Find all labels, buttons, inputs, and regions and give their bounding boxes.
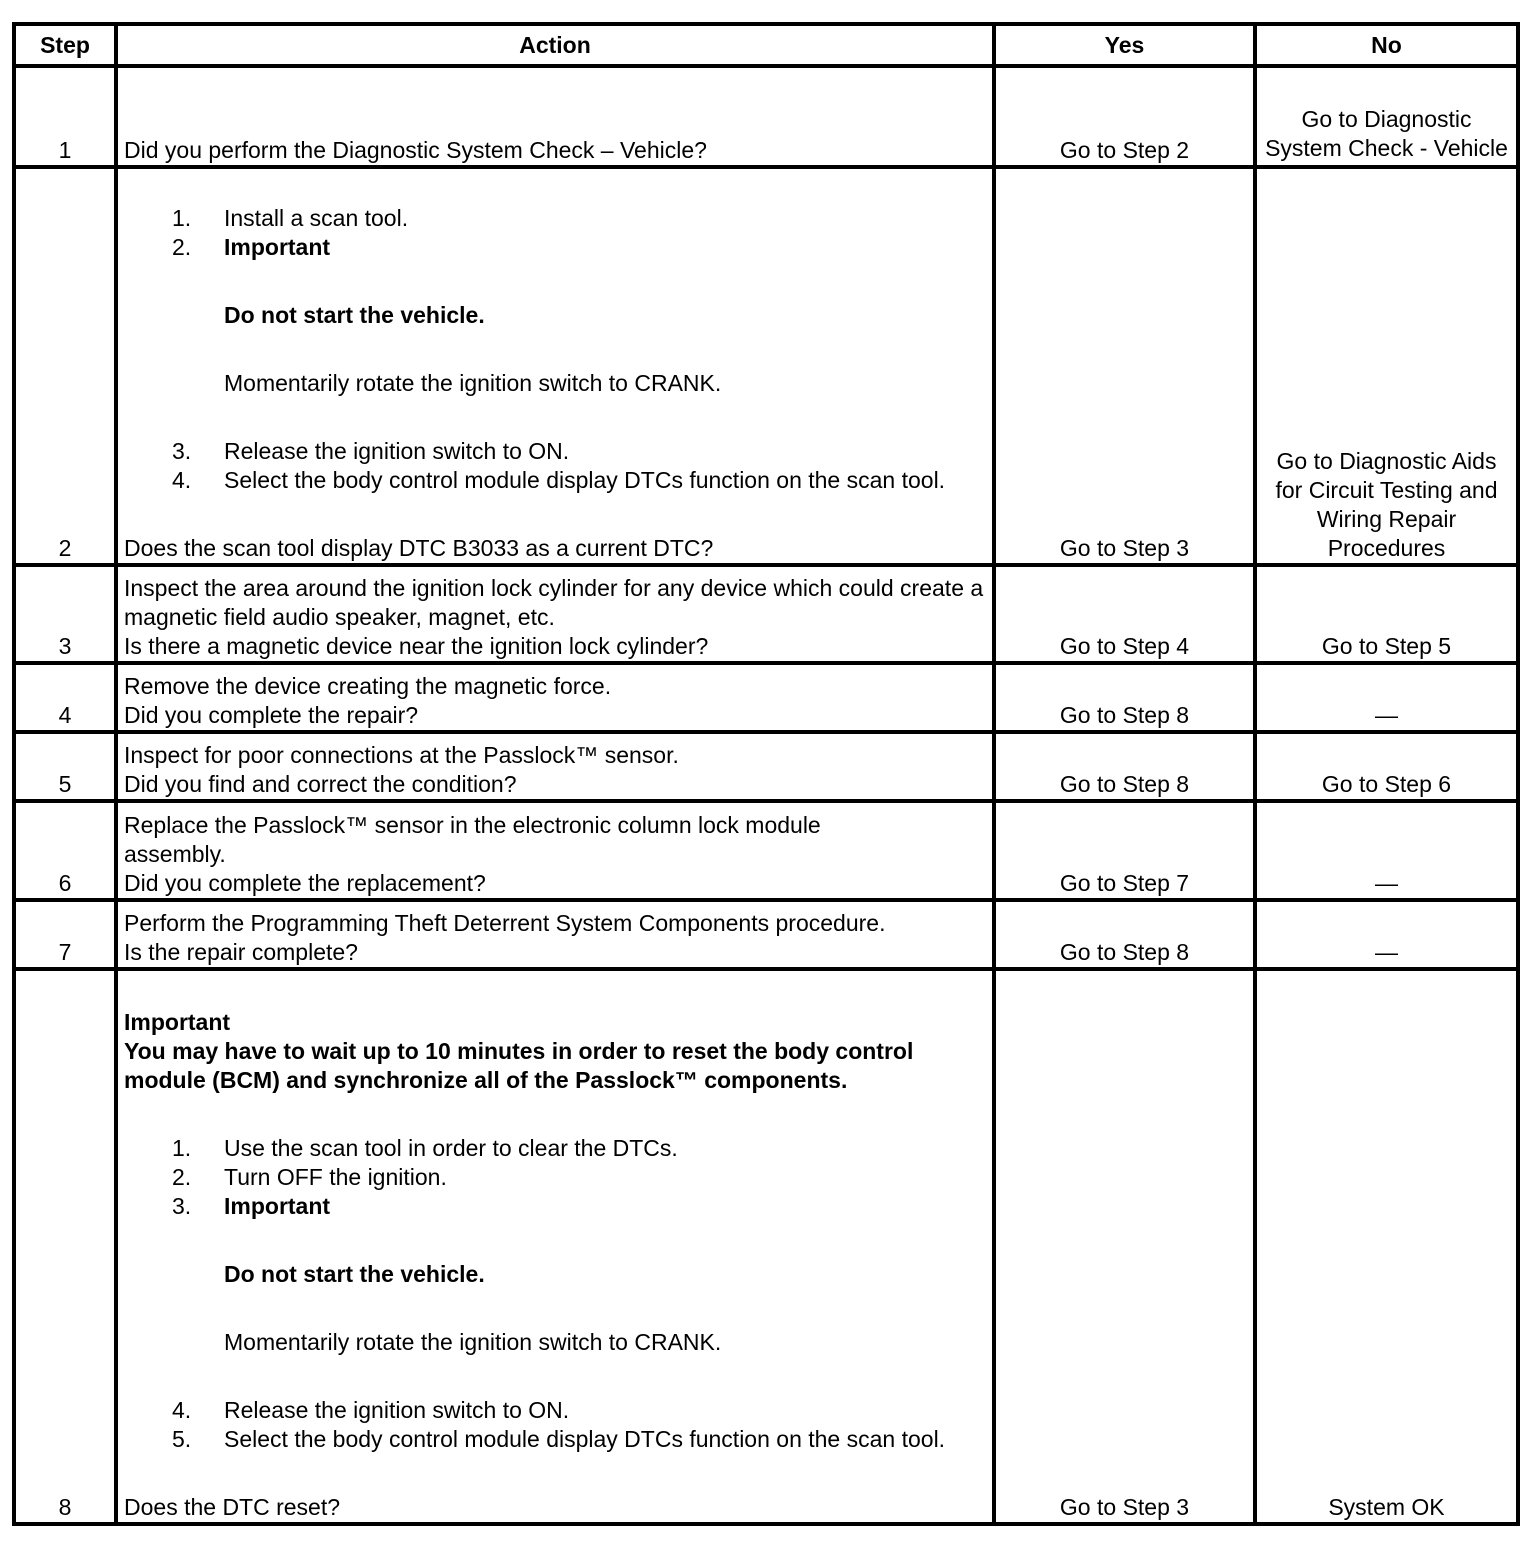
action-cell [116,969,994,1524]
action-question: Is there a magnetic device near the ignition lock cylinder? [124,633,709,659]
table-row [14,663,1518,732]
action-instruction: Inspect the area around the ignition lock cylinder for any device which could create a magnetic field audio speaker, magnet, etc. [124,575,984,630]
step-number: 3 [14,565,116,663]
action-cell [116,565,994,663]
action-question: Did you complete the repair? [124,702,419,728]
no-cell: Go to Diagnostic Aids for Circuit Testing and Wiring Repair Procedures [1255,167,1518,565]
header-step: Step [14,24,116,66]
table-row [14,565,1518,663]
table-row [14,167,1518,565]
action-question: Does the scan tool display DTC B3033 as a current DTC? [124,535,714,561]
important-label: Important [224,1193,331,1219]
yes-cell: Go to Step 7 [994,801,1255,900]
yes-cell: Go to Step 8 [994,900,1255,969]
table-row [14,732,1518,801]
action-question: Is the repair complete? [124,939,358,965]
list-item: 4. Release the ignition switch to ON. [172,1397,570,1423]
list-item: 3. Release the ignition switch to ON. [172,438,570,464]
action-instruction: Inspect for poor connections at the Passlock™ sensor. [124,742,679,768]
action-cell [116,66,994,167]
action-question: Does the DTC reset? [124,1494,341,1520]
step-number: 7 [14,900,116,969]
no-cell: — [1255,801,1518,900]
action-instruction: Replace the Passlock™ sensor in the electronic column lock module assembly. [124,812,821,867]
important-note: You may have to wait up to 10 minutes in order to reset the body control module (BCM) and synchronize all of the Passlock™ components. [124,1038,914,1093]
list-item: 4. Select the body control module display DTCs function on the scan tool. [172,467,946,493]
no-cell: Go to Step 5 [1255,565,1518,663]
list-item: 2. Turn OFF the ignition. [172,1164,447,1190]
header-action: Action [116,24,994,66]
action-cell [116,167,994,565]
action-cell [116,732,994,801]
action-steps-list [124,1134,986,1454]
no-cell: — [1255,900,1518,969]
important-label: Important [224,234,331,260]
step-number: 5 [14,732,116,801]
diagnostic-table-container [12,22,1516,1526]
action-cell [116,801,994,900]
list-item: 1. Use the scan tool in order to clear the DTCs. [172,1135,678,1161]
yes-cell: Go to Step 3 [994,167,1255,565]
table-row [14,66,1518,167]
header-row [14,24,1518,66]
header-yes: Yes [994,24,1255,66]
important-label: Important [124,1009,231,1035]
list-item: 2. Important Do not start the vehicle. Momentarily rotate the ignition switch to CRANK. [124,233,986,437]
yes-cell: Go to Step 8 [994,663,1255,732]
action-question: Did you perform the Diagnostic System Check – Vehicle? [124,137,707,163]
yes-cell: Go to Step 3 [994,969,1255,1524]
step-number: 1 [14,66,116,167]
no-cell: Go to Step 6 [1255,732,1518,801]
yes-cell: Go to Step 8 [994,732,1255,801]
list-item: 5. Select the body control module display DTCs function on the scan tool. [172,1426,946,1452]
no-cell: Go to Diagnostic System Check - Vehicle [1255,66,1518,167]
step-number: 2 [14,167,116,565]
action-question: Did you complete the replacement? [124,870,486,896]
action-question: Did you find and correct the condition? [124,771,517,797]
list-item: 3. Important Do not start the vehicle. Momentarily rotate the ignition switch to CRANK. [124,1192,986,1396]
important-note: Do not start the vehicle. [224,302,485,328]
action-instruction: Perform the Programming Theft Deterrent System Components procedure. [124,910,886,936]
header-no: No [1255,24,1518,66]
table-row [14,801,1518,900]
list-item: 1. Install a scan tool. [172,205,409,231]
action-cell [116,900,994,969]
action-cell [116,663,994,732]
table-row [14,900,1518,969]
step-number: 8 [14,969,116,1524]
diagnostic-table [12,22,1520,1526]
important-note: Do not start the vehicle. [224,1261,485,1287]
table-row [14,969,1518,1524]
no-cell: — [1255,663,1518,732]
action-instruction: Remove the device creating the magnetic force. [124,673,612,699]
action-steps-list [124,204,986,495]
no-cell: System OK [1255,969,1518,1524]
yes-cell: Go to Step 4 [994,565,1255,663]
step-number: 6 [14,801,116,900]
step-number: 4 [14,663,116,732]
yes-cell: Go to Step 2 [994,66,1255,167]
